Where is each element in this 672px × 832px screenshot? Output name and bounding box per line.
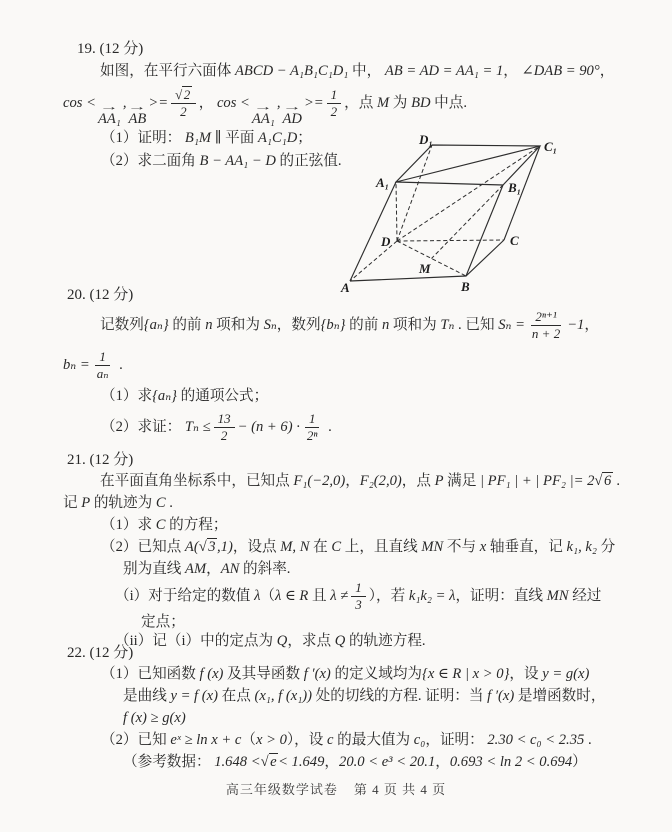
- text-run: 的轨迹方程.: [345, 633, 426, 649]
- vertex-label-D1: D₁: [419, 132, 433, 147]
- question-points: (12 分): [89, 287, 134, 303]
- text-run: ∠DAB = 90°: [521, 63, 600, 79]
- text-run: Q: [334, 633, 346, 649]
- text-run: 轴垂直，记: [486, 539, 567, 555]
- q20-item-2: [63, 407, 635, 447]
- text-run: （2）求证：: [101, 419, 185, 435]
- text-run: < 1.649: [278, 754, 325, 770]
- text-run: F₁(−2,0): [293, 473, 346, 489]
- text-run: ，: [198, 95, 217, 111]
- text-run: Tₙ ≤: [184, 419, 211, 435]
- question-header: [63, 450, 635, 470]
- text-run: 不与: [443, 539, 480, 555]
- text-run: MN: [546, 588, 569, 604]
- footer-title: 高三年级数学试卷: [225, 782, 338, 797]
- text-run: C: [155, 495, 166, 511]
- q21-subitem-i-line-2: [63, 613, 635, 631]
- text-run: 的定义域均为: [330, 666, 423, 682]
- text-run: F₂(2,0): [359, 473, 402, 489]
- text-run: A(: [184, 539, 199, 555]
- vector-term: [127, 102, 147, 127]
- fraction: [93, 350, 113, 381]
- q19-cos-formula-line: [63, 83, 635, 127]
- text-run: B − AA₁ − D: [199, 153, 280, 169]
- text-run: 为: [389, 95, 412, 111]
- text-run: 是增函数时，: [514, 688, 606, 704]
- text-run: .: [612, 473, 621, 489]
- q21-item-2-line-2: [63, 558, 635, 580]
- q20-statement-line-1: [63, 305, 635, 345]
- text-run: f ′(x): [303, 666, 331, 682]
- text-run: 上，且直线: [341, 539, 422, 555]
- denominator: 2: [220, 428, 228, 444]
- vertex-label-D: D: [381, 234, 391, 249]
- text-run: 的前: [168, 317, 206, 333]
- text-run: ；: [297, 130, 312, 146]
- text-run: ，: [206, 561, 221, 577]
- text-run: ,: [122, 95, 127, 111]
- question-header: [63, 643, 635, 663]
- q22-reference-data-line: [63, 751, 635, 773]
- q21-subitem-i: [63, 580, 635, 613]
- text-run: ，点: [344, 95, 377, 111]
- text-run: k₁k₂ = λ: [408, 588, 456, 604]
- text-run: 记数列: [100, 317, 144, 333]
- text-run: ），设: [286, 732, 328, 748]
- edge-AA1: [350, 182, 396, 281]
- text-run: ，: [503, 63, 522, 79]
- radicand: 6: [603, 473, 612, 489]
- text-run: .: [584, 732, 592, 748]
- segment-B1M-dashed: [432, 185, 504, 259]
- text-run: ,: [276, 95, 281, 111]
- numerator: [171, 88, 196, 104]
- radical: [261, 753, 279, 770]
- question-number: 20.: [67, 287, 86, 303]
- text-run: C: [155, 517, 166, 533]
- fraction: [528, 310, 564, 341]
- numerator: 2ⁿ⁺¹: [531, 310, 560, 326]
- text-run: n: [381, 317, 390, 333]
- text-run: Sₙ =: [498, 317, 525, 333]
- text-run: 2.30 < c₀ < 2.35: [487, 732, 585, 748]
- question-number: 21.: [67, 452, 86, 468]
- text-run: B₁M ∥: [184, 130, 226, 146]
- text-run: （1）求: [101, 517, 156, 533]
- text-run: ，: [584, 317, 599, 333]
- text-run: ，证明：: [425, 732, 488, 748]
- text-run: 的通项公式；: [176, 388, 269, 404]
- denominator: aₙ: [96, 366, 109, 382]
- radical-sign: √: [175, 87, 183, 103]
- dashed-edges: [350, 145, 540, 281]
- text-run: AM: [185, 561, 207, 577]
- text-run: 是曲线: [123, 688, 171, 704]
- text-run: 的轨迹为: [90, 495, 156, 511]
- text-run: −1: [567, 317, 585, 333]
- radicand: 3: [208, 539, 216, 555]
- radicand: e: [270, 754, 277, 770]
- question-20: [63, 285, 635, 447]
- text-run: Q: [276, 633, 288, 649]
- q22-item-2-line-1: [63, 729, 635, 751]
- page-footer: [0, 779, 672, 798]
- vector-arrow-icon: →: [99, 102, 119, 113]
- edge-BB1: [466, 185, 503, 276]
- fraction: [303, 412, 322, 443]
- text-run: {x ∈ R | x > 0}: [422, 666, 510, 682]
- text-run: 如图，在平行六面体: [100, 63, 235, 79]
- text-run: {aₙ}: [143, 317, 169, 333]
- text-run: （参考数据：: [123, 754, 215, 770]
- text-run: 的前: [345, 317, 382, 333]
- vector-arrow-icon: →: [282, 102, 302, 113]
- radical-sign: √: [260, 754, 269, 770]
- text-run: ，: [599, 63, 615, 79]
- text-run: ，求点: [287, 633, 335, 649]
- text-run: n: [205, 317, 213, 333]
- text-run: 记: [63, 495, 82, 511]
- text-run: >=: [303, 95, 324, 111]
- text-run: 分: [596, 539, 616, 555]
- text-run: （2）已知: [101, 732, 171, 748]
- q20-bn-formula-line: [63, 345, 635, 385]
- segment-DA1-dashed: [396, 182, 397, 241]
- question-points: (12 分): [89, 452, 134, 468]
- text-run: x > 0: [255, 732, 287, 748]
- text-run: bₙ =: [63, 357, 90, 373]
- question-header: [63, 38, 635, 60]
- vector-term: [251, 102, 275, 127]
- text-run: c: [327, 732, 334, 748]
- text-run: C: [331, 539, 342, 555]
- radical: [594, 472, 612, 489]
- text-run: Tₙ: [440, 317, 455, 333]
- question-header: [63, 285, 635, 305]
- numerator: 1: [95, 350, 110, 366]
- text-run: 20.0 < e³ < 20.1: [339, 754, 436, 770]
- text-run: （ii）记（i）中的定点为: [115, 633, 277, 649]
- text-run: MN: [421, 539, 444, 555]
- text-run: eˣ ≥ ln x + c: [170, 732, 242, 748]
- text-run: y = g(x): [542, 666, 590, 682]
- edge-DC-dashed: [397, 240, 504, 241]
- text-run: （1）证明：: [101, 130, 185, 146]
- text-run: A₁C₁D: [257, 130, 298, 146]
- radical-sign: √: [198, 539, 207, 555]
- text-run: f ′(x): [487, 688, 515, 704]
- numerator: 1: [351, 581, 366, 597]
- text-run: y = f (x): [170, 688, 218, 704]
- text-run: 项和为: [389, 317, 441, 333]
- q22-item-1-line-3: [63, 707, 635, 729]
- midpoint-label-M: M: [419, 261, 431, 276]
- question-number: 22.: [67, 645, 86, 661]
- text-run: （1）求: [101, 388, 153, 404]
- text-run: (x₁, f (x₁)): [254, 688, 313, 704]
- denominator: n + 2: [531, 326, 561, 342]
- text-run: AN: [220, 561, 240, 577]
- text-run: x: [479, 539, 487, 555]
- fraction: [214, 412, 235, 443]
- text-run: 项和为: [212, 317, 264, 333]
- vector-base: AA₁: [97, 111, 121, 127]
- q22-item-1-line-1: [63, 663, 635, 685]
- vector-arrow-icon: →: [127, 102, 147, 113]
- text-run: λ ≠: [330, 588, 349, 604]
- vector-base: AA₁: [251, 111, 275, 127]
- text-run: 1.648 <: [214, 754, 261, 770]
- text-run: M, N: [280, 539, 310, 555]
- q21-statement-line-2: [63, 492, 635, 514]
- text-run: .: [324, 419, 332, 435]
- text-run: ，数列: [276, 317, 321, 333]
- text-run: 的正弦值.: [279, 153, 342, 169]
- text-run: .: [115, 357, 123, 373]
- denominator: 2: [330, 104, 338, 120]
- text-run: 的最大值为: [333, 732, 414, 748]
- text-run: M: [376, 95, 390, 111]
- vertex-label-B1: B₁: [508, 180, 522, 195]
- vector-base: AD: [282, 111, 302, 127]
- text-run: （: [260, 588, 275, 604]
- text-run: 在点: [217, 688, 255, 704]
- denominator: 2: [180, 104, 187, 120]
- text-run: ，: [435, 754, 450, 770]
- text-run: 定点；: [141, 614, 185, 630]
- text-run: （i）对于给定的数值: [115, 588, 255, 604]
- text-run: ABCD − A₁B₁C₁D₁: [235, 63, 353, 79]
- vector-base: AB: [128, 111, 147, 127]
- q21-item-1: [63, 514, 635, 536]
- text-run: λ ∈ R: [275, 588, 312, 604]
- text-run: f (x): [199, 666, 224, 682]
- numerator: 13: [214, 412, 235, 428]
- question-points: (12 分): [89, 645, 134, 661]
- text-run: 经过: [568, 588, 602, 604]
- text-run: ）: [572, 754, 587, 770]
- text-run: 2: [583, 473, 595, 489]
- solid-edges: [350, 145, 540, 281]
- fraction: [351, 581, 366, 612]
- text-run: 处的切线的方程. 证明：当: [312, 688, 488, 704]
- text-run: 的方程；: [165, 517, 228, 533]
- text-run: ，: [345, 473, 360, 489]
- text-run: （2）已知点: [101, 539, 185, 555]
- text-run: λ: [254, 588, 261, 604]
- text-run: ，: [324, 754, 340, 770]
- text-run: ，设: [509, 666, 543, 682]
- text-run: c₀: [413, 732, 426, 748]
- denominator: 3: [355, 597, 362, 613]
- vertex-label-C: C: [510, 233, 519, 248]
- denominator: 2ⁿ: [306, 428, 318, 444]
- vector-arrow-icon: →: [253, 102, 273, 113]
- text-run: . 已知: [454, 317, 499, 333]
- text-run: cos <: [216, 95, 250, 111]
- text-run: 及其导函数: [223, 666, 304, 682]
- text-run: | PF₁ | + | PF₂ |=: [480, 473, 584, 489]
- question-22: [63, 643, 635, 773]
- text-run: k₁, k₂: [566, 539, 597, 555]
- text-run: BD: [411, 95, 431, 111]
- question-21: [63, 450, 635, 651]
- text-run: 中点.: [430, 95, 468, 111]
- text-run: （: [241, 732, 256, 748]
- q21-statement-line-1: [63, 470, 635, 492]
- text-run: （1）已知函数: [101, 666, 200, 682]
- text-run: {aₙ}: [152, 388, 177, 404]
- text-run: ），若: [368, 588, 409, 604]
- text-run: ，点: [401, 473, 435, 489]
- radical: [199, 538, 217, 555]
- text-run: >=: [148, 95, 169, 111]
- text-run: ，证明：直线: [455, 588, 547, 604]
- text-run: − (n + 6) ·: [237, 419, 300, 435]
- radical-sign: √: [594, 473, 603, 489]
- text-run: （2）求二面角: [101, 153, 200, 169]
- question-points: (12 分): [99, 41, 144, 57]
- q19-statement-line-1: [63, 60, 635, 83]
- parallelepiped-figure: [333, 134, 568, 296]
- text-run: 别为直线: [123, 561, 186, 577]
- text-run: ,1): [217, 539, 233, 555]
- text-run: 的斜率.: [239, 561, 291, 577]
- numerator: 1: [305, 412, 320, 428]
- vector-term: [282, 102, 302, 127]
- text-run: Sₙ: [263, 317, 277, 333]
- question-number: 19.: [77, 41, 96, 57]
- text-run: 平面: [225, 130, 258, 146]
- q21-item-2-line-1: [63, 536, 635, 558]
- footer-page-number: 第 4 页 共 4 页: [353, 782, 447, 797]
- text-run: AB = AD = AA₁ = 1: [384, 63, 504, 79]
- q20-item-1: [63, 385, 635, 407]
- text-run: ，设点: [232, 539, 281, 555]
- text-run: f (x) ≥ g(x): [123, 710, 186, 726]
- edge-DD1-dashed: [397, 145, 432, 241]
- text-run: P: [434, 473, 444, 489]
- text-run: .: [165, 495, 173, 511]
- radicand: 2: [183, 87, 191, 103]
- diagonal-A1C1: [396, 146, 540, 182]
- text-run: 满足: [443, 473, 481, 489]
- vertex-label-B: B: [461, 279, 470, 294]
- text-run: 中，: [352, 63, 385, 79]
- text-run: 且: [311, 588, 331, 604]
- numerator: 1: [327, 88, 342, 104]
- vector-term: [97, 102, 121, 127]
- text-run: P: [81, 495, 91, 511]
- fraction: [327, 88, 342, 119]
- text-run: cos <: [63, 95, 96, 111]
- text-run: 0.693 < ln 2 < 0.694: [449, 754, 573, 770]
- text-run: 在: [309, 539, 332, 555]
- text-run: {bₙ}: [320, 317, 346, 333]
- vertex-label-A1: A₁: [376, 175, 390, 190]
- diagonal-DB-dashed: [397, 241, 466, 276]
- vertex-label-C1: C₁: [544, 139, 558, 154]
- q22-item-1-line-2: [63, 685, 635, 707]
- vertex-label-A: A: [341, 280, 350, 295]
- text-run: 在平面直角坐标系中，已知点: [100, 473, 294, 489]
- fraction: [171, 88, 196, 119]
